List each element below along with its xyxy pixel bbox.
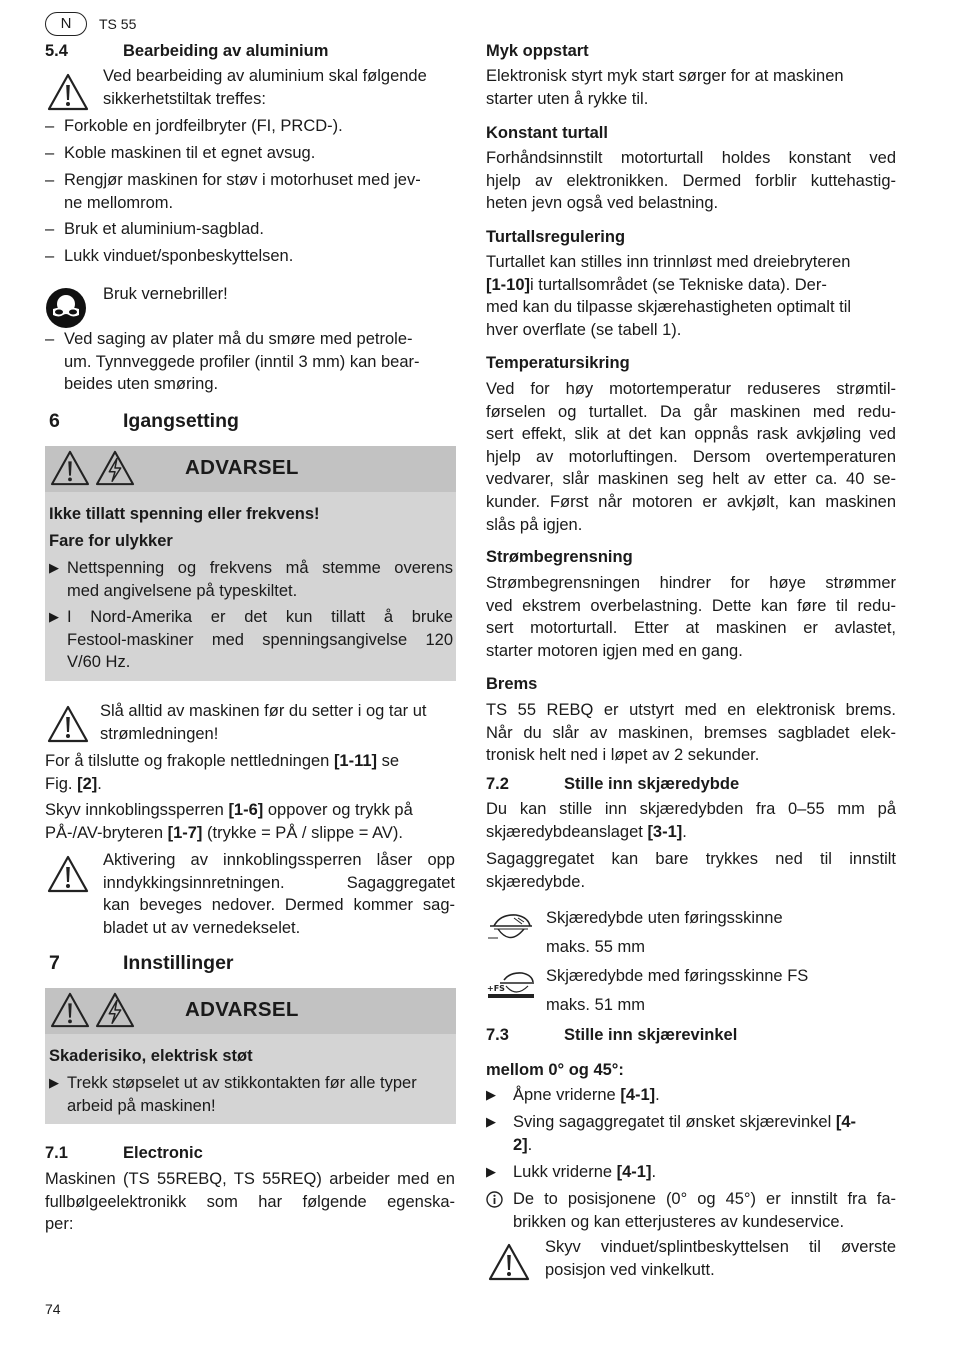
note-lock: Aktivering av innkoblingssperren låser opp inndykkingsinnretningen. Sagaggregatet kan beveges nedover. Dermed kommer sag- bladet ut av vernedekselet. <box>103 851 455 937</box>
goggles-note: Bruk vernebriller! <box>103 285 228 303</box>
language-badge <box>45 12 87 36</box>
warning-title: ADVARSEL <box>185 998 299 1021</box>
warning-triangle-icon <box>47 855 89 893</box>
depth-without-rail-value: maks. 55 mm <box>546 938 646 956</box>
soft-start-text: Elektronisk styrt myk start sørger for at maskinen starter uten å rykke til. <box>486 67 844 108</box>
current-limit-heading: Strømbegrensning <box>486 548 633 566</box>
angle-range-heading: mellom 0° og 45°: <box>486 1061 624 1079</box>
step-item: ▶ Sving sagaggregatet til ønsket skjærevinkel [4- 2]. <box>486 1113 856 1154</box>
model-label: TS 55 <box>99 16 137 32</box>
warning-line: Skaderisiko, elektrisk støt <box>49 1047 253 1065</box>
section-5-4-heading <box>45 40 328 63</box>
warning-title: ADVARSEL <box>185 456 299 479</box>
section-7-heading: 7 Innstillinger <box>49 952 234 974</box>
speed-regulation-text: Turtallet kan stilles inn trinnløst med dreiebryteren [1-10]i turtallsområdet (se Tekniske data). Der- med kan du tilpasse skjærehastigheten optimalt til hver overflate (se tabell 1). <box>486 253 852 339</box>
list-item: – Rengjør maskinen for støv i motorhuset med jev- ne mellomrom. <box>45 171 421 212</box>
warning-bullet: ▶ I Nord-Amerika er det kun tillatt å bruke Festool-maskiner med spenningsangivelse 120 V/60 Hz. <box>49 608 453 672</box>
brake-heading: Brems <box>486 675 538 693</box>
warning-triangle-icon <box>50 992 90 1028</box>
depth-with-rail-value: maks. 51 mm <box>546 996 646 1014</box>
list-item: – Lukk vinduet/sponbeskyttelsen. <box>45 247 294 265</box>
s71-text: Maskinen (TS 55REBQ, TS 55REQ) arbeider med en fullbølgeelektronikk som har følgende egenska- per: <box>45 1170 455 1234</box>
info-icon <box>486 1191 503 1208</box>
info-item: De to posisjonene (0° og 45°) er innstilt fra fa- brikken og kan etterjusteres av kundeservice. <box>486 1188 896 1233</box>
saw-without-rail-icon <box>488 912 534 946</box>
speed-regulation-heading: Turtallsregulering <box>486 228 626 246</box>
list-item: – Bruk et aluminium-sagblad. <box>45 220 264 238</box>
warning-box-header <box>45 988 456 1034</box>
note-splinter-guard: Skyv vinduet/splintbeskyttelsen til øverste posisjon ved vinkelkutt. <box>545 1238 896 1279</box>
push-paragraph: Skyv innkoblingssperren [1-6] oppover og trykk på PÅ-/AV-bryteren [1-7] (trykke = PÅ / slippe = AV). <box>45 801 413 842</box>
goggles-icon <box>45 287 87 329</box>
warning-triangle-icon <box>47 73 89 111</box>
note-unplug: Slå alltid av maskinen før du setter i og tar ut strømledningen! <box>100 702 427 743</box>
warning-box-header <box>45 446 456 492</box>
warning-bullet: ▶ Nettspenning og frekvens må stemme overens med angivelsene på typeskiltet. <box>49 559 453 600</box>
connect-paragraph: For å tilslutte og frakople nettledningen [1-11] se Fig. [2]. <box>45 752 400 793</box>
warning-triangle-icon <box>50 450 90 486</box>
step-item: ▶ Lukk vriderne [4-1]. <box>486 1163 657 1181</box>
warning-line: Ikke tillatt spenning eller frekvens! <box>49 505 320 523</box>
depth-with-rail-label: Skjæredybde med føringsskinne FS <box>546 967 809 985</box>
section-7-3-heading: 7.3 Stille inn skjærevinkel <box>486 1026 738 1044</box>
section-7-2-heading: 7.2 Stille inn skjæredybde <box>486 775 740 793</box>
text-line: Ved bearbeiding av aluminium skal følgende <box>103 67 427 85</box>
s72-p1: Du kan stille inn skjæredybden fra 0–55 mm på skjæredybdeanslaget [3-1]. <box>486 800 896 841</box>
s54-intro <box>103 65 455 110</box>
electric-hazard-icon <box>95 450 135 486</box>
constant-speed-heading: Konstant turtall <box>486 124 608 142</box>
fs-label: +FS <box>487 984 505 993</box>
warning-line: Fare for ulykker <box>49 532 173 550</box>
temperature-heading: Temperatursikring <box>486 354 630 372</box>
warning-bullet: ▶ Trekk støpselet ut av stikkontakten før alle typer arbeid på maskinen! <box>49 1074 417 1115</box>
language-code: N <box>60 15 72 32</box>
brake-text: TS 55 REBQ er utstyrt med en elektronisk brems. Når du slår av maskinen, bremses sagbladet elek- tronisk helt ned i løpet av 2 sekunder. <box>486 701 896 765</box>
warning-box-section-7 <box>45 988 456 1124</box>
saw-with-rail-icon <box>486 970 536 1004</box>
text-line: sikkerhetstiltak treffes: <box>103 89 266 108</box>
section-title: Bearbeiding av aluminium <box>123 42 329 60</box>
warning-triangle-icon <box>488 1243 530 1281</box>
list-item: – Forkoble en jordfeilbryter (FI, PRCD-). <box>45 117 343 135</box>
s72-p2: Sagaggregatet kan bare trykkes ned til innstilt skjæredybde. <box>486 850 896 891</box>
current-limit-text: Strømbegrensningen hindrer for høye strømmer ved ekstrem overbelastning. Dette kan føre til redu- sert motorturtall. Etter at maskinen er avlastet, starter motoren igjen med en gang. <box>486 574 896 660</box>
warning-triangle-icon <box>47 705 89 743</box>
depth-without-rail-label: Skjæredybde uten føringsskinne <box>546 909 783 927</box>
temperature-text: Ved for høy motortemperatur reduseres strømtil- førselen og turtallet. Da går maskinen med redu- sert effekt, slik at det kan oppnås rask avkjøling ved hjelp av motorluftingen. Dersom overtemperaturen vedvarer, slår maskinen seg helt av etter ca. 40 se- kunder. Først når motoren er avkjølt, kan maskinen slås på igjen. <box>486 380 896 534</box>
warning-box-section-6 <box>45 446 456 681</box>
electric-hazard-icon <box>95 992 135 1028</box>
soft-start-heading: Myk oppstart <box>486 42 589 60</box>
list-item: – Koble maskinen til et egnet avsug. <box>45 144 316 162</box>
constant-speed-text: Forhåndsinnstilt motorturtall holdes konstant ved hjelp av elektronikken. Dermed forblir kuttehastig- heten jevn også ved belastning. <box>486 149 896 213</box>
section-7-1-heading: 7.1 Electronic <box>45 1144 203 1162</box>
page-number: 74 <box>45 1301 61 1317</box>
section-6-heading: 6 Igangsetting <box>49 410 239 432</box>
section-number: 5.4 <box>45 42 68 60</box>
list-item: – Ved saging av plater må du smøre med petrole- um. Tynnveggede profiler (inntil 3 mm) kan bear- beides uten smøring. <box>45 330 420 394</box>
step-item: ▶ Åpne vriderne [4-1]. <box>486 1086 660 1104</box>
